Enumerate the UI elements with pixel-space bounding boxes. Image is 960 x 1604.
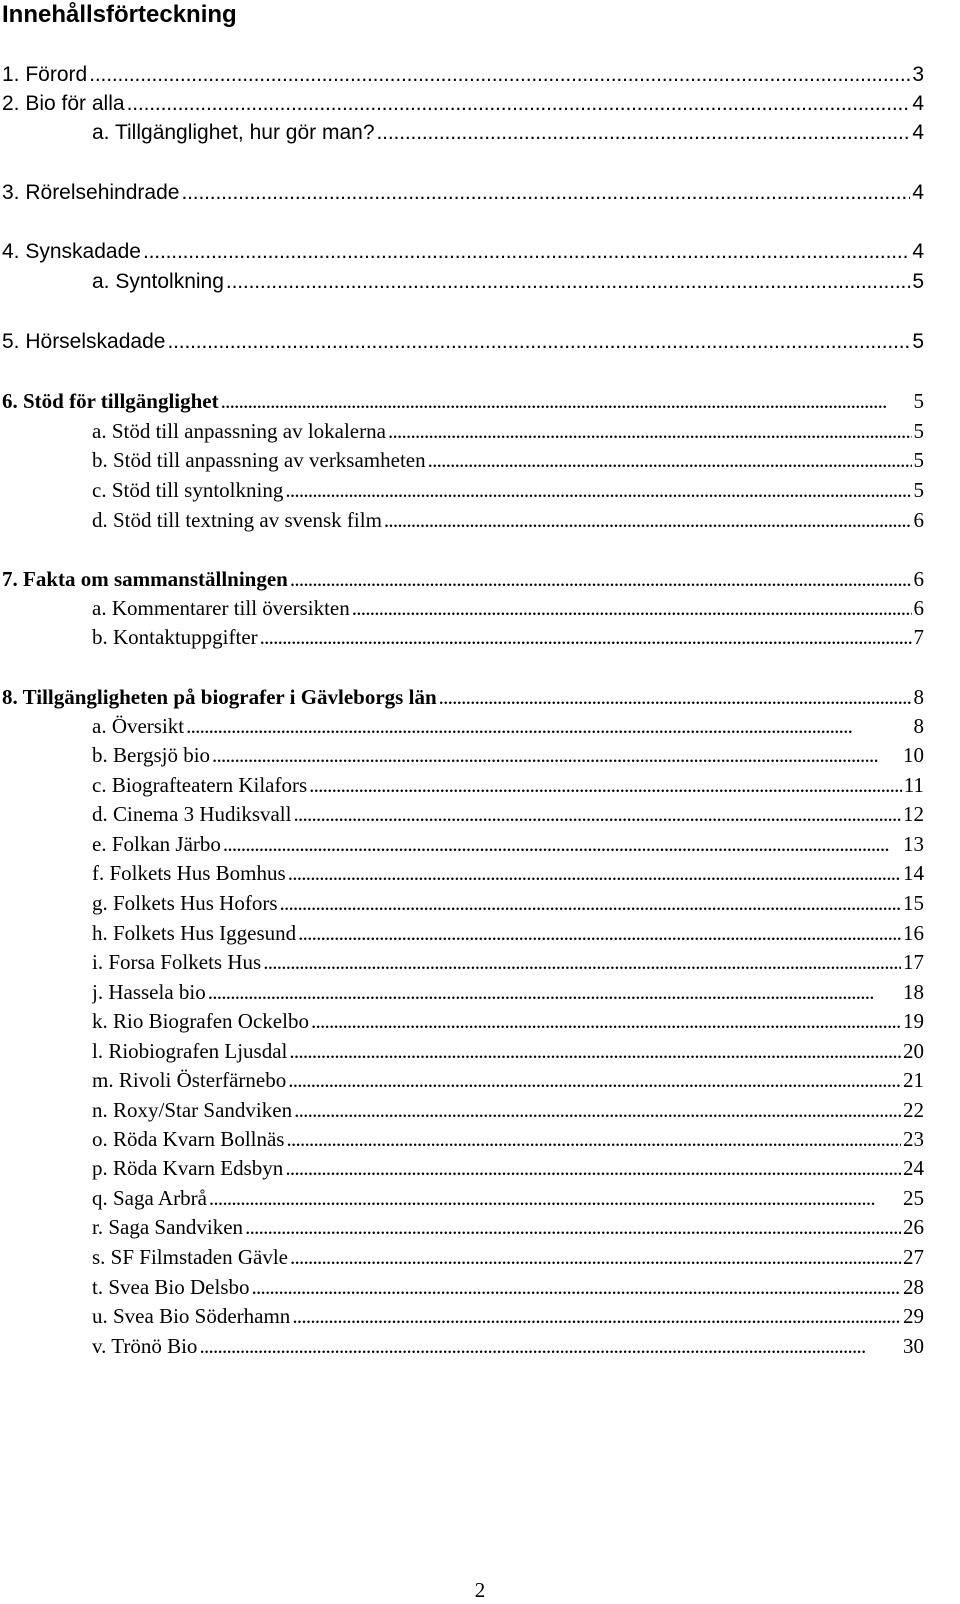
toc-entry[interactable] xyxy=(92,799,924,829)
toc-entry-page: 30 xyxy=(903,1334,924,1358)
toc-entry[interactable] xyxy=(92,977,924,1007)
toc-entry-page: 6 xyxy=(913,567,924,591)
toc-entry-label: t. Svea Bio Delsbo xyxy=(92,1275,250,1299)
toc-entry-label: 1. Förord xyxy=(2,63,88,86)
dot-leader xyxy=(290,564,912,594)
toc-entry[interactable] xyxy=(92,445,924,475)
toc-entry-label: i. Forsa Folkets Hus xyxy=(92,950,262,974)
dot-leader xyxy=(226,267,910,297)
toc-entry[interactable] xyxy=(92,1153,924,1183)
toc-entry-page: 13 xyxy=(903,832,924,856)
toc-entry-label: 7. Fakta om sammanställningen xyxy=(2,567,288,591)
toc-entry[interactable] xyxy=(2,178,924,208)
toc-entry-page: 5 xyxy=(912,270,924,293)
toc-entry-page: 4 xyxy=(912,92,924,115)
toc-entry[interactable] xyxy=(92,947,924,977)
toc-entry-label: b. Bergsjö bio xyxy=(92,743,211,767)
dot-leader xyxy=(439,682,912,712)
toc-entry[interactable] xyxy=(92,1006,924,1036)
toc-entry-page: 4 xyxy=(912,181,924,204)
toc-entry-label: r. Saga Sandviken xyxy=(92,1215,244,1239)
toc-entry[interactable] xyxy=(92,475,924,505)
dot-leader xyxy=(292,1301,901,1331)
dot-leader xyxy=(143,237,910,267)
toc-entry-page: 17 xyxy=(903,950,924,974)
toc-entry-label: a. Stöd till anpassning av lokalerna xyxy=(92,419,386,443)
toc-entry-page: 19 xyxy=(903,1009,924,1033)
dot-leader xyxy=(252,1272,902,1302)
toc-entry-label: n. Roxy/Star Sandviken xyxy=(92,1098,293,1122)
toc-entry-page: 25 xyxy=(903,1186,924,1210)
toc-entry-label: d. Stöd till textning av svensk film xyxy=(92,508,382,532)
dot-leader xyxy=(288,858,901,888)
toc-entry-page: 5 xyxy=(913,478,924,502)
dot-leader xyxy=(298,918,901,948)
toc-entry-page: 5 xyxy=(913,419,924,443)
toc-entry-page: 15 xyxy=(903,891,924,915)
dot-leader xyxy=(290,1242,901,1272)
toc-entry[interactable] xyxy=(92,1242,924,1272)
dot-leader xyxy=(285,475,911,505)
toc-entry-label: c. Biografteatern Kilafors xyxy=(92,773,308,797)
toc-entry[interactable] xyxy=(92,622,924,652)
toc-entry[interactable] xyxy=(92,267,924,297)
toc-entry-label: h. Folkets Hus Iggesund xyxy=(92,921,297,945)
toc-entry-page: 28 xyxy=(903,1275,924,1299)
toc-entry[interactable] xyxy=(92,593,924,623)
dot-leader xyxy=(209,1183,901,1213)
toc-entry-label: f. Folkets Hus Bomhus xyxy=(92,861,286,885)
toc-entry-label: e. Folkan Järbo xyxy=(92,832,221,856)
dot-leader xyxy=(223,829,901,859)
toc-entry-label: s. SF Filmstaden Gävle xyxy=(92,1245,289,1269)
toc-entry[interactable] xyxy=(2,386,924,416)
toc-entry-page: 6 xyxy=(913,508,924,532)
toc-entry-label: a. Kommentarer till översikten xyxy=(92,596,350,620)
toc-entry[interactable] xyxy=(92,416,924,446)
toc-entry-page: 12 xyxy=(903,802,924,826)
dot-leader xyxy=(212,740,901,770)
dot-leader xyxy=(311,1006,901,1036)
toc-entry[interactable] xyxy=(92,505,924,535)
toc-entry[interactable] xyxy=(2,564,924,594)
toc-entry[interactable] xyxy=(92,1301,924,1331)
dot-leader xyxy=(186,711,911,741)
toc-entry-page: 6 xyxy=(913,596,924,620)
toc-entry-page: 24 xyxy=(903,1156,924,1180)
dot-leader xyxy=(167,327,910,357)
toc-entry[interactable] xyxy=(92,858,924,888)
toc-entry-page: 5 xyxy=(913,389,924,413)
toc-entry-label: a. Tillgänglighet, hur gör man? xyxy=(92,121,375,144)
toc-entry-page: 5 xyxy=(912,330,924,353)
toc-entry[interactable] xyxy=(92,1212,924,1242)
toc-entry-page: 8 xyxy=(913,685,924,709)
toc-entry-page: 5 xyxy=(913,448,924,472)
dot-leader xyxy=(263,947,901,977)
toc-entry-page: 4 xyxy=(912,121,924,144)
toc-entry[interactable] xyxy=(92,1183,924,1213)
toc-entry-label: d. Cinema 3 Hudiksvall xyxy=(92,802,292,826)
dot-leader xyxy=(285,1153,901,1183)
toc-entry-label: k. Rio Biografen Ockelbo xyxy=(92,1009,309,1033)
page-number: 2 xyxy=(474,1578,486,1602)
dot-leader xyxy=(280,888,901,918)
toc-entry-label: j. Hassela bio xyxy=(92,980,206,1004)
toc-entry-label: b. Stöd till anpassning av verksamheten xyxy=(92,448,426,472)
dot-leader xyxy=(293,799,901,829)
page-title: Innehållsförteckning xyxy=(2,1,237,28)
toc-entry[interactable] xyxy=(2,60,924,90)
dot-leader xyxy=(260,622,912,652)
dot-leader xyxy=(288,1065,901,1095)
toc-entry-label: q. Saga Arbrå xyxy=(92,1186,207,1210)
dot-leader xyxy=(221,386,912,416)
toc-entry[interactable] xyxy=(92,711,924,741)
toc-entry-page: 18 xyxy=(903,980,924,1004)
dot-leader xyxy=(127,89,911,119)
toc-entry[interactable] xyxy=(2,89,924,119)
toc-entry-label: 3. Rörelsehindrade xyxy=(2,181,180,204)
dot-leader xyxy=(352,593,912,623)
toc-entry-label: b. Kontaktuppgifter xyxy=(92,625,258,649)
toc-entry-page: 21 xyxy=(903,1068,924,1092)
toc-entry-page: 10 xyxy=(903,743,924,767)
toc-entry-page: 26 xyxy=(903,1215,924,1239)
toc-entry-label: 6. Stöd för tillgänglighet xyxy=(2,389,219,413)
toc-entry-page: 8 xyxy=(913,714,924,738)
toc-entry-label: m. Rivoli Österfärnebo xyxy=(92,1068,287,1092)
dot-leader xyxy=(294,1095,901,1125)
toc-entry[interactable] xyxy=(2,237,924,267)
toc-entry[interactable] xyxy=(2,327,924,357)
toc-entry-label: p. Röda Kvarn Edsbyn xyxy=(92,1156,284,1180)
toc-entry[interactable] xyxy=(92,740,924,770)
dot-leader xyxy=(377,118,911,148)
toc-entry-label: g. Folkets Hus Hofors xyxy=(92,891,278,915)
toc-entry-page: 7 xyxy=(913,625,924,649)
toc-entry-label: a. Syntolkning xyxy=(92,270,224,293)
dot-leader xyxy=(89,60,910,90)
toc-entry[interactable] xyxy=(92,888,924,918)
toc-entry-label: a. Översikt xyxy=(92,714,185,738)
toc-entry[interactable] xyxy=(92,1095,924,1125)
dot-leader xyxy=(428,445,912,475)
toc-entry[interactable] xyxy=(92,829,924,859)
toc-entry-label: c. Stöd till syntolkning xyxy=(92,478,284,502)
toc-entry-page: 23 xyxy=(903,1127,924,1151)
toc-entry-page: 27 xyxy=(903,1245,924,1269)
toc-entry[interactable] xyxy=(92,1272,924,1302)
dot-leader xyxy=(309,770,902,800)
toc-entry-page: 14 xyxy=(903,861,924,885)
toc-entry-page: 16 xyxy=(903,921,924,945)
dot-leader xyxy=(388,416,912,446)
toc-entry[interactable] xyxy=(92,770,924,800)
dot-leader xyxy=(289,1036,901,1066)
toc-entry-label: l. Riobiografen Ljusdal xyxy=(92,1039,288,1063)
toc-entry-label: 2. Bio för alla xyxy=(2,92,125,115)
dot-leader xyxy=(199,1331,901,1361)
toc-entry[interactable] xyxy=(92,1331,924,1361)
toc-entry-label: 5. Hörselskadade xyxy=(2,330,166,353)
toc-entry-page: 11 xyxy=(903,773,924,797)
dot-leader xyxy=(208,977,901,1007)
toc-entry[interactable] xyxy=(92,118,924,148)
toc-entry[interactable] xyxy=(92,918,924,948)
dot-leader xyxy=(181,178,910,208)
toc-entry[interactable] xyxy=(2,682,924,712)
toc-entry-page: 4 xyxy=(912,240,924,263)
toc-entry-label: 4. Synskadade xyxy=(2,240,141,263)
toc-entry-page: 20 xyxy=(903,1039,924,1063)
toc-entry-label: v. Trönö Bio xyxy=(92,1334,198,1358)
dot-leader xyxy=(384,505,912,535)
toc-entry[interactable] xyxy=(92,1036,924,1066)
dot-leader xyxy=(286,1124,901,1154)
toc-entry-label: 8. Tillgängligheten på biografer i Gävleborgs län xyxy=(2,685,437,709)
dot-leader xyxy=(245,1212,901,1242)
toc-entry-label: u. Svea Bio Söderhamn xyxy=(92,1304,291,1328)
toc-entry-page: 22 xyxy=(903,1098,924,1122)
toc-entry[interactable] xyxy=(92,1124,924,1154)
toc-entry-page: 3 xyxy=(912,63,924,86)
toc-entry-page: 29 xyxy=(903,1304,924,1328)
toc-entry-label: o. Röda Kvarn Bollnäs xyxy=(92,1127,285,1151)
toc-entry[interactable] xyxy=(92,1065,924,1095)
